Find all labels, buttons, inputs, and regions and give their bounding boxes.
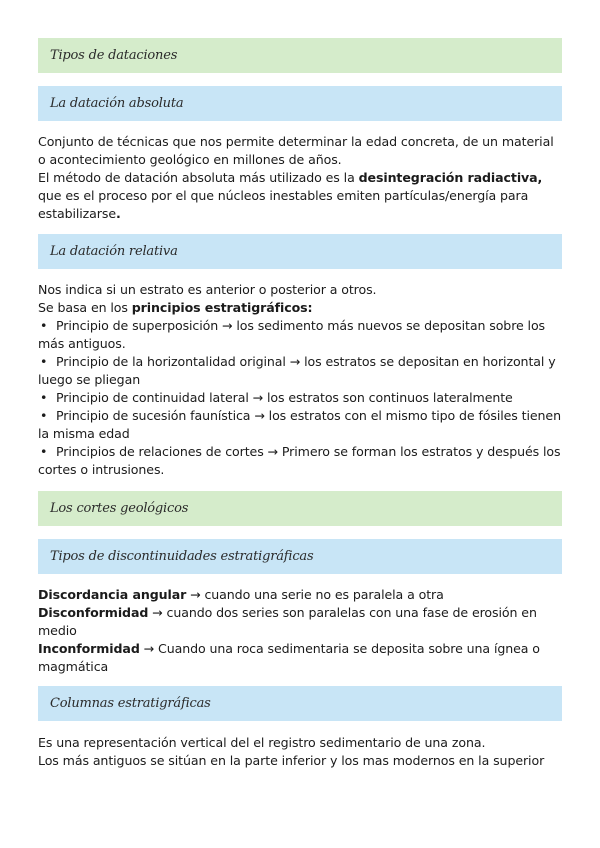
- columnas-paragraph-2: Los más antiguos se sitúan en la parte inferior y los mas modernos en la superior: [38, 753, 545, 768]
- bold-period: .: [115, 206, 121, 221]
- relativa-body: [38, 281, 564, 479]
- text-span: que es el proceso por el que núcleos inestables emiten partículas/energía para estabilizarse: [38, 188, 529, 221]
- discontinuidades-body: [38, 586, 564, 676]
- text-span: → Cuando una roca sedimentaria se deposita sobre una ígnea o magmática: [38, 641, 540, 674]
- text-span: Se basa en los: [38, 300, 132, 315]
- text-span: → cuando dos series son paralelas con una fase de erosión en medio: [38, 605, 537, 638]
- columnas-body: [38, 734, 564, 770]
- bold-term: Discordancia angular: [38, 587, 187, 602]
- absoluta-body: [38, 133, 564, 223]
- relativa-basa: [38, 299, 564, 317]
- bold-term: Inconformidad: [38, 641, 140, 656]
- text-span: → cuando una serie no es paralela a otra: [186, 587, 444, 602]
- section-title: La datación relativa: [50, 244, 178, 259]
- bold-term: Disconformidad: [38, 605, 149, 620]
- section-title: Tipos de dataciones: [50, 48, 178, 63]
- section-header-relativa: [38, 234, 562, 269]
- relativa-intro: Nos indica si un estrato es anterior o posterior a otros.: [38, 282, 377, 297]
- principle-item: • Principio de continuidad lateral → los estratos son continuos lateralmente: [38, 389, 564, 407]
- discontinuity-item: [38, 604, 564, 640]
- principle-item: • Principio de sucesión faunística → los estratos con el mismo tipo de fósiles tienen la misma edad: [38, 407, 564, 443]
- section-header-cortes: [38, 491, 562, 526]
- columnas-paragraph-1: Es una representación vertical del el registro sedimentario de una zona.: [38, 735, 486, 750]
- absoluta-paragraph-1: Conjunto de técnicas que nos permite determinar la edad concreta, de un material o acontecimiento geológico en millones de años.: [38, 134, 554, 167]
- section-title: Columnas estratigráficas: [50, 696, 211, 711]
- principle-item: • Principios de relaciones de cortes → Primero se forman los estratos y después los cortes o intrusiones.: [38, 443, 564, 479]
- bold-term: desintegración radiactiva,: [358, 170, 543, 185]
- section-title: Los cortes geológicos: [50, 501, 189, 516]
- absoluta-paragraph-2: [38, 169, 564, 223]
- text-span: El método de datación absoluta más utilizado es la: [38, 170, 359, 185]
- discontinuity-item: [38, 640, 564, 676]
- discontinuity-item: [38, 586, 564, 604]
- section-title: La datación absoluta: [50, 96, 184, 111]
- section-header-columnas: [38, 686, 562, 721]
- section-header-absoluta: [38, 86, 562, 121]
- section-title: Tipos de discontinuidades estratigráficas: [50, 549, 314, 564]
- principle-item: • Principio de la horizontalidad original → los estratos se depositan en horizontal y luego se pliegan: [38, 353, 564, 389]
- section-header-tipos: [38, 38, 562, 73]
- bold-term: principios estratigráficos:: [131, 300, 313, 315]
- principle-item: • Principio de superposición → los sedimento más nuevos se depositan sobre los más antiguos.: [38, 317, 564, 353]
- section-header-discontinuidades: [38, 539, 562, 574]
